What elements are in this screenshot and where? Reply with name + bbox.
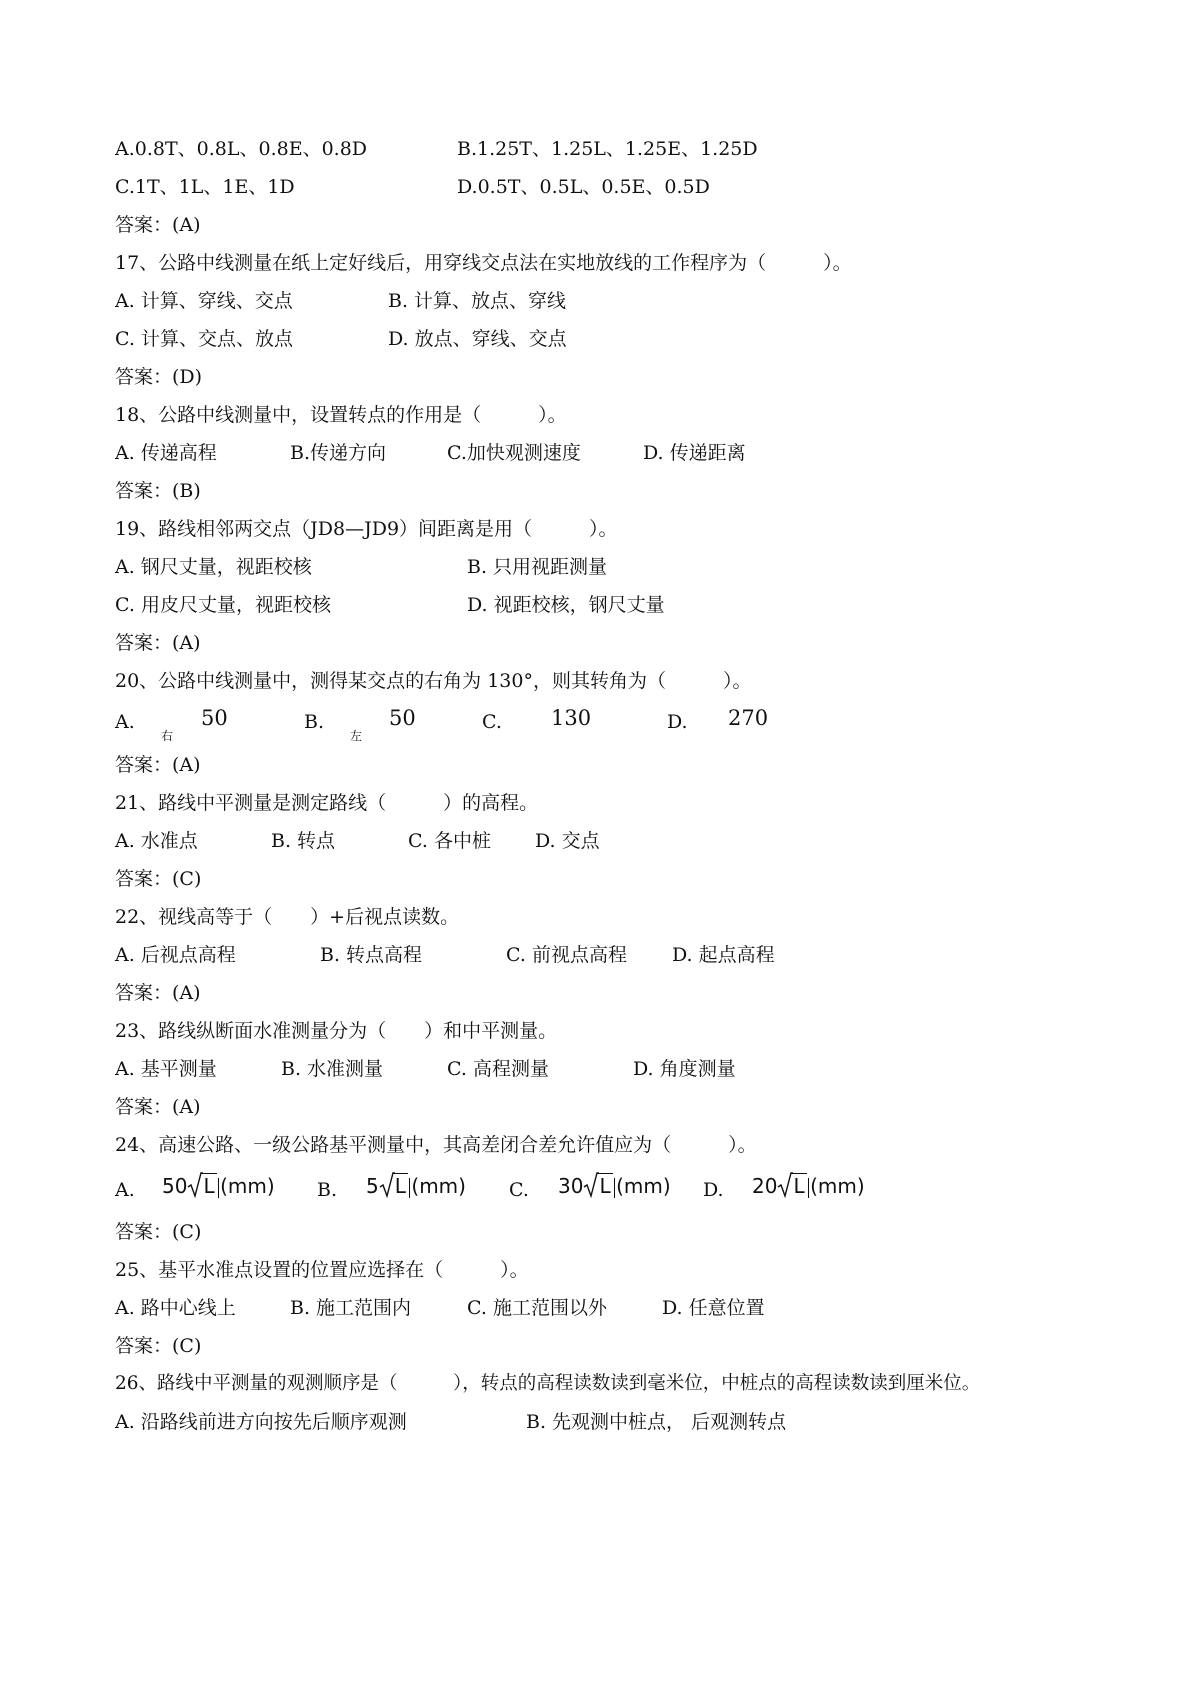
q24-stem: 24、高速公路、一级公路基平测量中，其高差闭合差允许值应为（ ）。 xyxy=(115,1134,757,1156)
q25-answer: 答案：(C) xyxy=(115,1335,202,1357)
sqrt-symbol-icon xyxy=(777,1174,806,1198)
divider-bar xyxy=(614,1178,616,1198)
q26-option-b: B. 先观测中桩点， 后观测转点 xyxy=(526,1411,787,1433)
divider-bar xyxy=(808,1178,810,1198)
q17-option-d: D. 放点、穿线、交点 xyxy=(388,328,567,350)
q17-option-b: B. 计算、放点、穿线 xyxy=(388,290,567,312)
q24-option-a-variable: L xyxy=(203,1174,215,1198)
q20-option-b-subscript: 左 xyxy=(350,729,363,743)
q21-answer: 答案：(C) xyxy=(115,868,202,890)
q17-option-a: A. 计算、穿线、交点 xyxy=(115,290,293,312)
q24-answer: 答案：(C) xyxy=(115,1221,202,1243)
q24-option-d-variable: L xyxy=(793,1174,805,1198)
q23-option-c: C. 高程测量 xyxy=(447,1058,549,1080)
q16-answer: 答案：(A) xyxy=(115,214,201,236)
q24-option-b-variable: L xyxy=(394,1174,406,1198)
q22-stem: 22、视线高等于（ ）+后视点读数。 xyxy=(115,906,460,928)
q22-option-a: A. 后视点高程 xyxy=(115,944,236,966)
q24-option-a-label: A. xyxy=(115,1179,135,1201)
q19-option-d: D. 视距校核，钢尺丈量 xyxy=(467,594,665,616)
q20-option-b-label: B. xyxy=(304,711,325,733)
q25-option-a: A. 路中心线上 xyxy=(115,1297,236,1319)
q25-option-b: B. 施工范围内 xyxy=(290,1297,412,1319)
q21-stem: 21、路线中平测量是测定路线（ ）的高程。 xyxy=(115,792,539,814)
q20-option-a-label: A. xyxy=(115,711,135,733)
q25-stem: 25、基平水准点设置的位置应选择在（ ）。 xyxy=(115,1259,529,1281)
q24-option-c-coefficient: 30 xyxy=(558,1174,584,1198)
q24-option-b-unit: (mm) xyxy=(411,1174,466,1198)
q18-option-a: A. 传递高程 xyxy=(115,442,217,464)
q16-option-c: C.1T、1L、1E、1D xyxy=(115,176,295,198)
q17-stem: 17、公路中线测量在纸上定好线后，用穿线交点法在实地放线的工作程序为（ ）。 xyxy=(115,252,852,274)
q19-answer: 答案：(A) xyxy=(115,632,201,654)
q23-option-b: B. 水准测量 xyxy=(281,1058,384,1080)
q24-option-b-label: B. xyxy=(317,1179,338,1201)
q17-option-c: C. 计算、交点、放点 xyxy=(115,328,293,350)
sqrt-symbol-icon xyxy=(583,1174,612,1198)
q24-option-c-unit: (mm) xyxy=(616,1174,671,1198)
q24-option-b-formula xyxy=(366,1174,466,1198)
q20-stem: 20、公路中线测量中，测得某交点的右角为 130°，则其转角为（ ）。 xyxy=(115,670,752,692)
q19-stem: 19、路线相邻两交点（JD8—JD9）间距离是用（ ）。 xyxy=(115,518,618,540)
q24-option-b-coefficient: 5 xyxy=(366,1174,379,1198)
q20-option-a-value: 50 xyxy=(201,706,228,730)
q22-option-b: B. 转点高程 xyxy=(320,944,423,966)
q19-option-c: C. 用皮尺丈量，视距校核 xyxy=(115,594,331,616)
q24-option-d-formula xyxy=(752,1174,865,1198)
q24-option-a-unit: (mm) xyxy=(220,1174,275,1198)
q23-stem: 23、路线纵断面水准测量分为（ ）和中平测量。 xyxy=(115,1020,558,1042)
q21-option-d: D. 交点 xyxy=(535,830,600,852)
q24-option-d-unit: (mm) xyxy=(810,1174,865,1198)
q16-option-a: A.0.8T、0.8L、0.8E、0.8D xyxy=(115,138,368,160)
q20-option-b-value: 50 xyxy=(389,706,416,730)
q22-option-c: C. 前视点高程 xyxy=(506,944,627,966)
q25-option-c: C. 施工范围以外 xyxy=(467,1297,607,1319)
q20-option-d-label: D. xyxy=(667,711,688,733)
q18-option-d: D. 传递距离 xyxy=(643,442,746,464)
q19-option-a: A. 钢尺丈量，视距校核 xyxy=(115,556,312,578)
q20-option-d-value: 270 xyxy=(728,706,769,730)
q24-option-d-label: D. xyxy=(703,1179,724,1201)
q23-option-a: A. 基平测量 xyxy=(115,1058,217,1080)
q18-option-c: C.加快观测速度 xyxy=(447,442,581,464)
q24-option-a-formula xyxy=(162,1174,275,1198)
q20-option-c-label: C. xyxy=(482,711,502,733)
q19-option-b: B. 只用视距测量 xyxy=(467,556,608,578)
q24-option-c-label: C. xyxy=(509,1179,529,1201)
q18-option-b: B.传递方向 xyxy=(290,442,387,464)
q24-option-c-variable: L xyxy=(599,1174,611,1198)
q25-option-d: D. 任意位置 xyxy=(662,1297,765,1319)
q18-stem: 18、公路中线测量中，设置转点的作用是（ ）。 xyxy=(115,404,567,426)
q22-answer: 答案：(A) xyxy=(115,982,201,1004)
q24-option-c-formula xyxy=(558,1174,671,1198)
q17-answer: 答案：(D) xyxy=(115,366,203,388)
q21-option-c: C. 各中桩 xyxy=(408,830,491,852)
q21-option-b: B. 转点 xyxy=(271,830,336,852)
q26-option-a: A. 沿路线前进方向按先后顺序观测 xyxy=(115,1411,407,1433)
q21-option-a: A. 水准点 xyxy=(115,830,198,852)
q16-option-b: B.1.25T、1.25L、1.25E、1.25D xyxy=(457,138,758,160)
q24-option-a-coefficient: 50 xyxy=(162,1174,188,1198)
q23-option-d: D. 角度测量 xyxy=(633,1058,736,1080)
q20-option-a-subscript: 右 xyxy=(161,729,174,743)
q26-stem: 26、路线中平测量的观测顺序是（ ），转点的高程读数读到毫米位，中桩点的高程读数读到厘米位。 xyxy=(115,1373,981,1394)
divider-bar xyxy=(218,1178,220,1198)
q23-answer: 答案：(A) xyxy=(115,1096,201,1118)
q22-option-d: D. 起点高程 xyxy=(672,944,775,966)
sqrt-symbol-icon xyxy=(379,1174,408,1198)
sqrt-symbol-icon xyxy=(187,1174,216,1198)
q16-option-d: D.0.5T、0.5L、0.5E、0.5D xyxy=(457,176,710,198)
q20-option-c-value: 130 xyxy=(551,706,592,730)
q18-answer: 答案：(B) xyxy=(115,480,201,502)
q24-option-d-coefficient: 20 xyxy=(752,1174,778,1198)
q20-answer: 答案：(A) xyxy=(115,754,201,776)
